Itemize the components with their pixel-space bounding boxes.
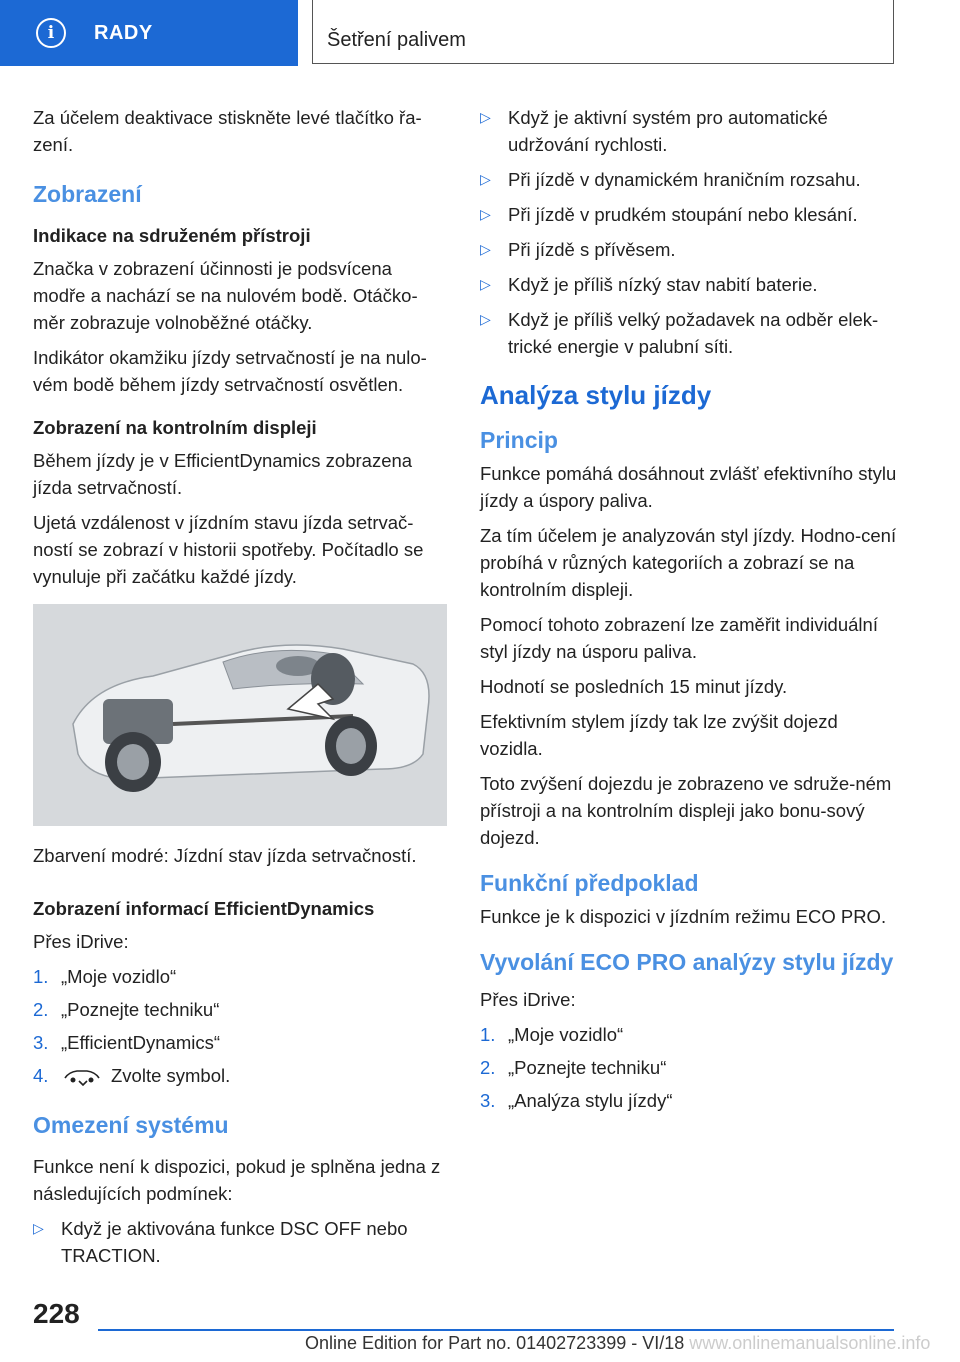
footer-edition [305,1333,930,1354]
heading-vyvolani: Vyvolání ECO PRO analýzy stylu jízdy [480,949,894,975]
footer-divider [98,1329,894,1331]
heading-zobrazeni: Zobrazení [33,181,142,207]
conditions-list [33,1215,449,1269]
edition-text: Online Edition for Part no. 01402723399 - VI/18 [305,1333,685,1353]
list-item: 2. „Poznejte techniku“ [33,999,220,1020]
intro-text: Za účelem deaktivace stiskněte levé tlačítko řa-zení. [33,107,422,155]
subheading-indikace: Indikace na sdruženém přístroji [33,225,311,246]
paragraph: Pomocí tohoto zobrazení lze zaměřit individuální styl jízdy na úsporu paliva. [480,614,878,662]
list-item: ▷ Když je aktivní systém pro automatické udržování rychlosti. [480,104,900,158]
subheading-kontrolni: Zobrazení na kontrolním displeji [33,417,317,438]
right-column [480,104,900,1122]
heading-analyza: Analýza stylu jízdy [480,380,712,410]
paragraph: Funkce je k dispozici v jízdním režimu ECO PRO. [480,906,887,927]
paragraph: Indikátor okamžiku jízdy setrvačností je na nulo-vém bodě během jízdy setrvačností osvětlen. [33,347,427,395]
subheading-informace: Zobrazení informací EfficientDynamics [33,898,375,919]
header-section-tab[interactable] [0,0,298,66]
list-item: 3. „Analýza stylu jízdy“ [480,1090,673,1111]
list-item: ▷ Když je příliš velký požadavek na odběr elek-trické energie v palubní síti. [480,306,900,360]
triangle-bullet-icon: ▷ [480,311,491,327]
paragraph: Přes iDrive: [33,931,129,952]
car-drivetrain-icon [33,604,447,826]
paragraph: Toto zvýšení dojezdu je zobrazeno ve sdruže-ném přístroji a na kontrolním displeji jako bonu-sový dojezd. [480,773,892,848]
steps-list [480,1021,900,1114]
triangle-bullet-icon: ▷ [480,241,491,257]
left-column [33,104,449,1277]
paragraph: Za tím účelem je analyzován styl jízdy. Hodno-cení probíhá v různých kategoriích a zobrazí se na kontrolním displeji. [480,525,897,600]
conditions-list [480,104,900,360]
list-item: ▷ Při jízdě v prudkém stoupání nebo klesání. [480,201,900,228]
paragraph: Během jízdy je v EfficientDynamics zobrazena jízda setrvačností. [33,450,413,498]
list-item: 1. „Moje vozidlo“ [480,1024,624,1045]
heading-princip: Princip [480,427,558,453]
list-item: ▷ Při jízdě s přívěsem. [480,236,900,263]
triangle-bullet-icon: ▷ [33,1220,44,1236]
paragraph: Efektivním stylem jízdy tak lze zvýšit dojezd vozidla. [480,711,838,759]
list-item: ▷ Když je příliš nízký stav nabití baterie. [480,271,900,298]
car-coasting-illustration [33,604,447,826]
triangle-bullet-icon: ▷ [480,109,491,125]
figure-caption: Zbarvení modré: Jízdní stav jízda setrvačností. [33,845,417,866]
heading-predpoklad: Funkční předpoklad [480,870,699,896]
list-item: 2. „Poznejte techniku“ [480,1057,667,1078]
info-icon: i [36,18,66,48]
paragraph: Funkce není k dispozici, pokud je splněna jedna z následujících podmínek: [33,1156,441,1204]
chapter-title: Šetření palivem [327,29,466,51]
page-number: 228 [33,1298,80,1329]
list-item: 4. Zvolte symbol. [33,1065,231,1086]
watermark: www.onlinemanualsonline.info [689,1333,931,1353]
triangle-bullet-icon: ▷ [480,171,491,187]
triangle-bullet-icon: ▷ [480,206,491,222]
paragraph: Přes iDrive: [480,989,576,1010]
list-item: 3. „EfficientDynamics“ [33,1032,221,1053]
heading-omezeni: Omezení systému [33,1112,229,1138]
steps-list [33,963,449,1089]
car-symbol-icon [61,1066,103,1086]
paragraph: Funkce pomáhá dosáhnout zvlášť efektivního stylu jízdy a úspory paliva. [480,463,897,511]
paragraph: Hodnotí se posledních 15 minut jízdy. [480,676,788,697]
paragraph: Značka v zobrazení účinnosti je podsvícena modře a nachází se na nulovém bodě. Otáčko-měr zobrazuje volnoběžné otáčky. [33,258,418,333]
list-item: ▷ Při jízdě v dynamickém hraničním rozsahu. [480,166,900,193]
chapter-header [312,0,894,64]
section-label: RADY [94,21,153,44]
list-item: 1. „Moje vozidlo“ [33,966,177,987]
paragraph: Ujetá vzdálenost v jízdním stavu jízda setrvač-ností se zobrazí v historii spotřeby. Počítadlo se vynuluje při začátku každé jízdy. [33,512,424,587]
triangle-bullet-icon: ▷ [480,276,491,292]
list-item: ▷ Když je aktivována funkce DSC OFF nebo TRACTION. [33,1215,449,1269]
